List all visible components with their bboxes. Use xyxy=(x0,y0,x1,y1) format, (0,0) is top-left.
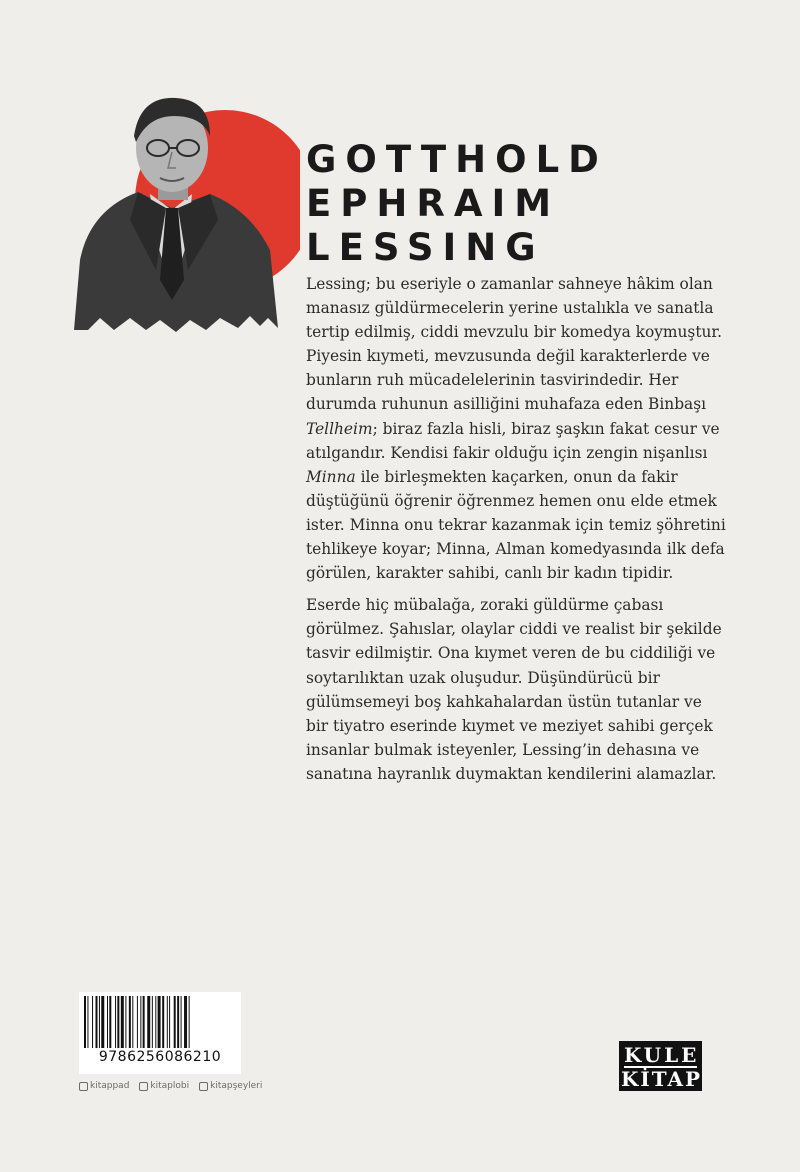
barcode-bar xyxy=(181,996,182,1048)
barcode-bar xyxy=(184,996,187,1048)
store-logos xyxy=(79,1081,263,1091)
barcode-bar xyxy=(167,996,168,1048)
publisher-logo-line-2: KİTAP xyxy=(621,1067,703,1091)
barcode-bar xyxy=(117,996,119,1048)
author-name xyxy=(306,138,608,270)
barcode-bar xyxy=(96,996,98,1048)
barcode-bar xyxy=(152,996,153,1048)
store-logo-kitapseyleri: kitapşeyleri xyxy=(199,1081,262,1091)
author-name-line-1: GOTTHOLD xyxy=(306,138,608,181)
barcode-bar xyxy=(158,996,161,1048)
kitap-icon xyxy=(79,1082,88,1091)
barcode-bar xyxy=(174,996,176,1048)
barcode-bar xyxy=(101,996,104,1048)
isbn-barcode xyxy=(79,992,241,1074)
barcode-bar xyxy=(129,996,131,1048)
barcode-bar xyxy=(109,996,111,1048)
store-logo-kitaplobi: kitaplobi xyxy=(139,1081,189,1091)
author-name-line-2: EPHRAIM xyxy=(306,182,561,225)
barcode-bar xyxy=(125,996,126,1048)
barcode-bar xyxy=(87,996,88,1048)
barcode-bar xyxy=(115,996,116,1048)
store-logo-kitappad: kitappad xyxy=(79,1081,129,1091)
publisher-logo-line-1: KULE xyxy=(624,1043,700,1067)
author-name-line-3: LESSING xyxy=(306,226,545,269)
description-paragraph-2: Eserde hiç mübalağa, zoraki güldürme çabası görülmez. Şahıslar, olaylar ciddi ve realist bir şekilde tasvir edilmiştir. Ona kıymet veren de bu ciddiliği ve soytarılıktan uzak oluşudur. Düşündürücü bir gülümsemeyi boş kahkahalardan üstün tutanlar ve bir tiyatro eserinde kıymet ve meziyet sahibi gerçek insanlar bulmak isteyenler, Lessing’in dehasına ve sanatına hayranlık duymaktan kendilerini alamazlar. xyxy=(306,596,722,783)
barcode-bar xyxy=(147,996,150,1048)
barcode-bar xyxy=(140,996,141,1048)
barcode-bar xyxy=(137,996,138,1048)
barcode-bar xyxy=(99,996,100,1048)
barcode-bar xyxy=(132,996,133,1048)
barcode-bar xyxy=(92,996,93,1048)
book-description xyxy=(306,272,726,786)
author-portrait xyxy=(60,90,300,340)
kitap-icon xyxy=(199,1082,208,1091)
publisher-logo xyxy=(619,1041,702,1091)
barcode-bar xyxy=(162,996,164,1048)
barcode-bar xyxy=(169,996,170,1048)
barcode-bar xyxy=(84,996,86,1048)
isbn-number: 9786256086210 xyxy=(98,1049,222,1065)
barcode-bar xyxy=(155,996,156,1048)
barcode-bar xyxy=(143,996,145,1048)
barcode-bar xyxy=(189,996,190,1048)
barcode-bar xyxy=(177,996,179,1048)
barcode-bars xyxy=(82,996,238,1048)
kitap-icon xyxy=(139,1082,148,1091)
barcode-bar xyxy=(121,996,124,1048)
barcode-bar xyxy=(107,996,108,1048)
description-paragraph-1: Lessing; bu eseriyle o zamanlar sahneye hâkim olan manasız güldürmecelerin yerine ustalıkla ve sanatla tertip edilmiş, ciddi mevzulu bir komedya koymuştur. Piyesin kıymeti, mevzusunda değil karakterlerde ve bunların ruh mücadelelerinin tasvirindedir. Her durumda ruhunun asilliğini muhafaza eden Binbaşı Tellheim; biraz fazla hisli, biraz şaşkın fakat cesur ve atılgandır. Kendisi fakir olduğu için zengin nişanlısı Minna ile birleşmekten kaçarken, onun da fakir düştüğünü öğrenir öğrenmez hemen onu elde etmek ister. Minna onu tekrar kazanmak için temiz şöhretini tehlikeye koyar; Minna, Alman komedyasında ilk defa görülen, karakter sahibi, canlı bir kadın tipidir. xyxy=(306,275,726,583)
character-name-minna: Minna xyxy=(306,467,356,486)
character-name-tellheim: Tellheim xyxy=(306,419,373,438)
